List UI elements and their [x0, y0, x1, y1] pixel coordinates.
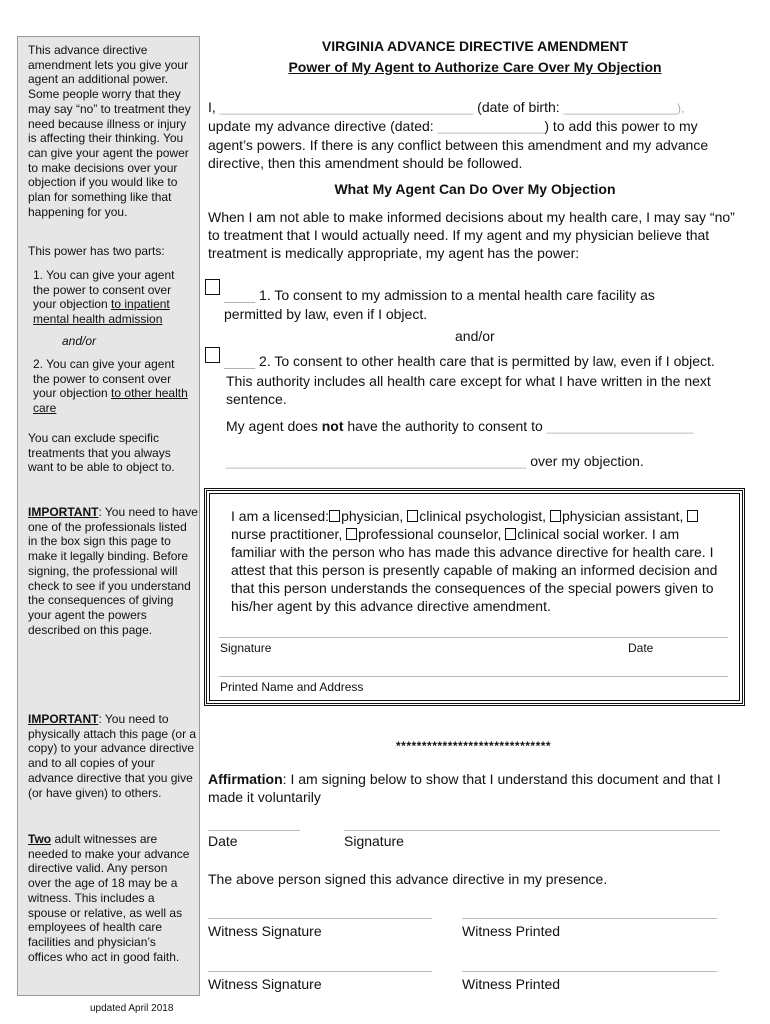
- objection-text: over my objection.: [526, 453, 644, 469]
- dob-label: (date of birth:: [477, 99, 560, 115]
- physician-checkbox[interactable]: [329, 510, 340, 522]
- option-2-text: 2. To consent to other health care that is permitted by law, even if I object.: [255, 353, 715, 369]
- affirmation-label: Affirmation: [208, 771, 283, 787]
- sidebar-part2-link: to other health care: [33, 386, 188, 416]
- option-2-line-3: sentence.: [226, 391, 287, 407]
- sidebar-part2: [33, 357, 193, 416]
- affirmation-signature-line[interactable]: [344, 830, 720, 831]
- two-label: Two: [28, 832, 52, 846]
- physician-assistant-label: physician assistant,: [561, 508, 684, 524]
- witness-1-printed-label: Witness Printed: [462, 923, 561, 939]
- option-2-initials[interactable]: ____: [224, 353, 256, 369]
- professional-signature-line[interactable]: [219, 637, 728, 638]
- name-field[interactable]: ______________________________________: [219, 101, 474, 115]
- nurse-practitioner-label: nurse practitioner,: [231, 526, 347, 542]
- no-authority-post: have the authority to consent to: [343, 418, 543, 434]
- sidebar-important-2: [28, 712, 198, 800]
- sidebar-part1: [33, 268, 193, 327]
- sidebar-andor: and/or: [62, 334, 97, 348]
- psychologist-label: clinical psychologist,: [419, 508, 550, 524]
- witness-2-printed-line[interactable]: [462, 971, 717, 972]
- professional-date-label: Date: [628, 641, 654, 655]
- counselor-checkbox[interactable]: [346, 528, 357, 540]
- update-label: update my advance directive (dated:: [208, 118, 434, 134]
- printed-name-line[interactable]: [219, 676, 728, 677]
- sidebar-important-1: [28, 505, 198, 637]
- psychologist-checkbox[interactable]: [407, 510, 418, 522]
- printed-name-label: Printed Name and Address: [220, 680, 364, 694]
- separator-stars: ******************************: [396, 739, 552, 753]
- option-2-checkbox[interactable]: [205, 347, 220, 363]
- presence-statement: The above person signed this advance directive in my presence.: [208, 871, 608, 887]
- no-authority-line: [226, 417, 693, 436]
- sidebar-witnesses: [28, 832, 193, 964]
- sidebar-intro: This advance directive amendment lets you give your agent an additional power. Some people worry that they may say “no” to treatment they need because illness or injury is affecting their thinking. You can give your agent the power to make decisions over your objection if you would like to plan for something like that happening for you.: [28, 43, 191, 219]
- option-1-line-2: permitted by law, even if I object.: [224, 306, 428, 322]
- attestation-body: I am familiar with the person who has made this advance directive for health care. I attest that this person is presently capable of making an informed decision and that this person understands the consequences of the special powers given to his/her agent by this advance directive amendment.: [231, 526, 718, 614]
- sidebar-two-parts: This power has two parts:: [28, 244, 165, 258]
- i-label: I,: [208, 99, 216, 115]
- page-subtitle: Power of My Agent to Authorize Care Over My Objection: [288, 59, 662, 75]
- affirmation-date-label: Date: [208, 833, 238, 849]
- affirmation-text: [208, 770, 738, 806]
- witness-2-printed-label: Witness Printed: [462, 976, 561, 992]
- intro-line-4: directive, then this amendment should be followed.: [208, 155, 523, 171]
- attestation-text: [231, 507, 721, 615]
- page-title: VIRGINIA ADVANCE DIRECTIVE AMENDMENT: [321, 38, 629, 54]
- important-label: IMPORTANT: [28, 505, 99, 519]
- important-label: IMPORTANT: [28, 712, 99, 726]
- important-text: : You need to have one of the professionals listed in the box sign this page to make it legally binding. Before signing, the professional will check to see if you understand the consequences of giving your agent the powers described on this page.: [28, 505, 198, 637]
- professional-signature-label: Signature: [220, 641, 272, 655]
- social-worker-label: clinical social worker.: [517, 526, 648, 542]
- section-heading: What My Agent Can Do Over My Objection: [334, 181, 616, 197]
- witness-1-printed-line[interactable]: [462, 918, 717, 919]
- social-worker-checkbox[interactable]: [505, 528, 516, 540]
- intro-line-1: [208, 98, 743, 117]
- sidebar-part1-text: 1. You can give your agent the power to consent over your objection: [33, 268, 175, 312]
- affirmation-body: : I am signing below to show that I understand this document and that I made it voluntarily: [208, 771, 721, 805]
- nurse-practitioner-checkbox[interactable]: [687, 510, 698, 522]
- affirmation-date-line[interactable]: [208, 830, 300, 831]
- excluded-treatment-field[interactable]: ______________________: [546, 420, 694, 434]
- update-label-end: ) to add this power to my: [544, 118, 698, 134]
- option-1-initials[interactable]: ____: [224, 287, 256, 303]
- physician-assistant-checkbox[interactable]: [550, 510, 561, 522]
- witness-1-signature-label: Witness Signature: [208, 923, 322, 939]
- option-2-line-2: This authority includes all health care except for what I have written in the next: [226, 373, 711, 389]
- excluded-treatment-field-2[interactable]: _____________________________________________: [226, 455, 527, 469]
- important-text: : You need to physically attach this page (or a copy) to your advance directive and to all copies of your advance directive that you give (or have given) to others.: [28, 712, 197, 800]
- witness-1-signature-line[interactable]: [208, 918, 432, 919]
- no-authority-bold: not: [321, 418, 344, 434]
- option-1-text: 1. To consent to my admission to a mental health care facility as: [255, 287, 655, 303]
- dated-field[interactable]: ________________: [437, 120, 545, 134]
- physician-label: physician,: [341, 508, 408, 524]
- witness-2-signature-label: Witness Signature: [208, 976, 322, 992]
- sidebar-part1-link: to inpatient mental health admission: [33, 297, 170, 327]
- intro-line-2: [208, 117, 748, 136]
- dob-field[interactable]: _________________),: [563, 101, 685, 115]
- intro-line-3: agent’s powers. If there is any conflict between this amendment and my advance: [208, 137, 709, 153]
- andor-label: and/or: [455, 328, 495, 344]
- affirmation-signature-label: Signature: [344, 833, 404, 849]
- licensed-lead: I am a licensed:: [231, 508, 330, 524]
- witness-2-signature-line[interactable]: [208, 971, 432, 972]
- updated-date: updated April 2018: [90, 1003, 174, 1014]
- sidebar-exclude: You can exclude specific treatments that you always want to be able to object to.: [28, 431, 175, 475]
- option-1-checkbox[interactable]: [205, 279, 220, 295]
- witnesses-text: adult witnesses are needed to make your advance directive valid. Any person over the age of 18 may be a witness. This includes a spouse or relative, as well as employees of health care facilities and physician’s offices who act in good faith.: [28, 832, 190, 964]
- no-authority-pre: My agent does: [226, 418, 322, 434]
- option-1-line-1: [224, 286, 655, 304]
- objection-line: [226, 452, 644, 471]
- option-2-line-1: [224, 352, 715, 370]
- section-paragraph: When I am not able to make informed decisions about my health care, I may say “no” to treatment that I would actually need. If my agent and my physician believe that treatment is medically appropriate, my agent has the power:: [208, 209, 735, 261]
- sidebar-part2-text: 2. You can give your agent the power to consent over your objection: [33, 357, 175, 401]
- counselor-label: professional counselor,: [358, 526, 506, 542]
